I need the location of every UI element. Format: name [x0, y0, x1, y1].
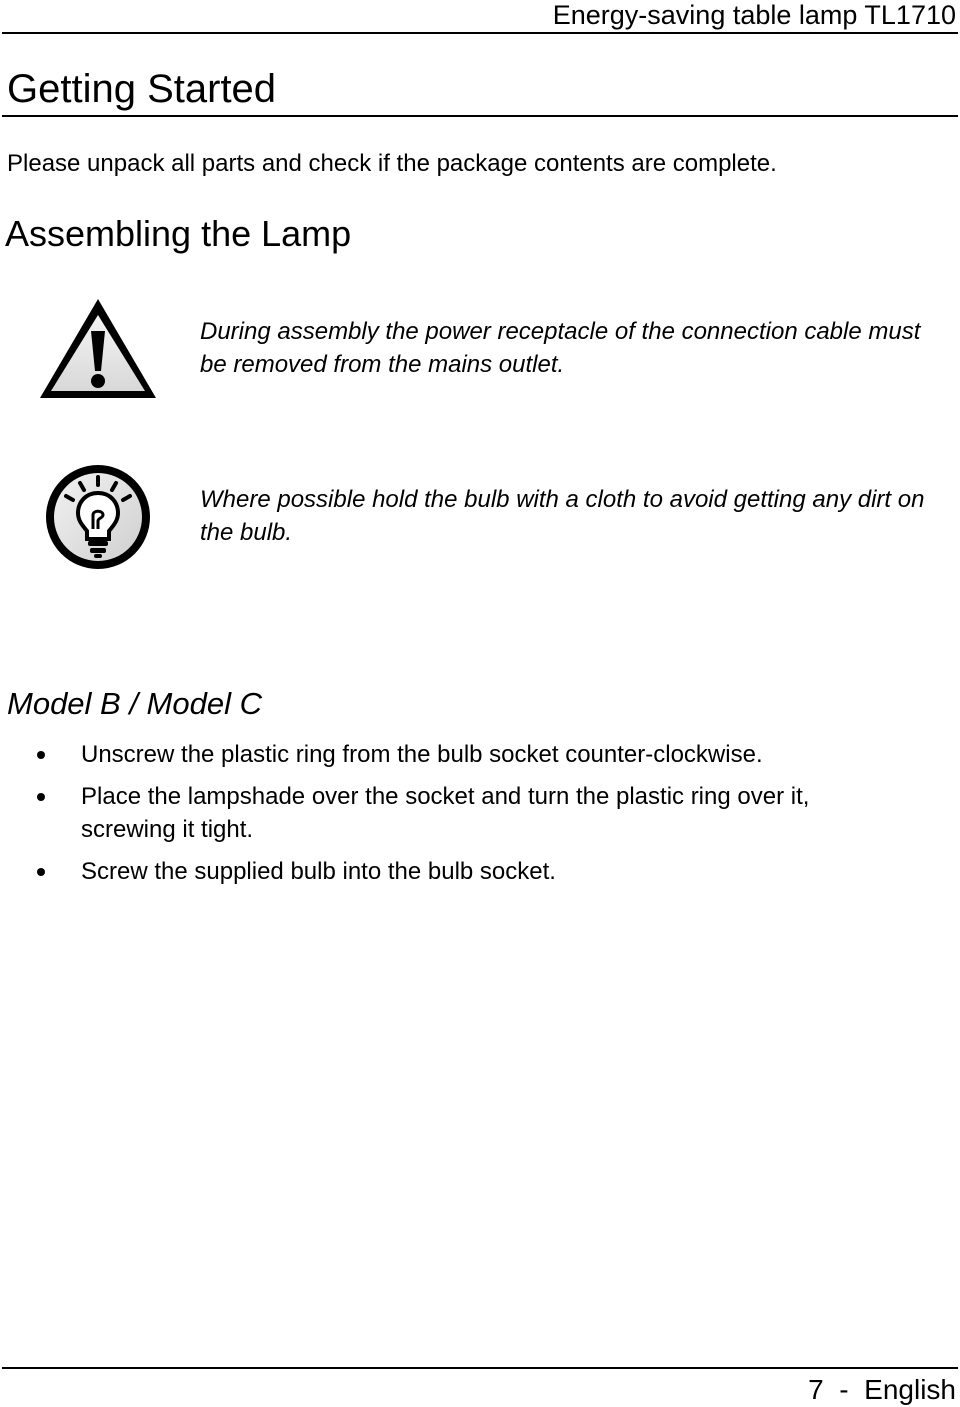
list-item [0, 855, 881, 888]
subsection-heading-model-bc: Model B / Model C [7, 686, 262, 721]
tip-note-text: Where possible hold the bulb with a cloth to avoid getting any dirt on the bulb. [200, 486, 925, 546]
bullet-icon [37, 868, 45, 876]
bullet-icon [37, 751, 45, 759]
bullet-icon [37, 793, 45, 801]
step-text: Place the lampshade over the socket and turn the plastic ring over it, screwing it tight. [81, 783, 810, 843]
list-item [0, 738, 881, 771]
step-text: Screw the supplied bulb into the bulb socket. [81, 858, 556, 885]
footer-rule [2, 1367, 958, 1369]
section-heading-assembling: Assembling the Lamp [5, 213, 352, 254]
lightbulb-icon [44, 463, 152, 571]
assembly-steps-list [0, 738, 960, 897]
list-item [0, 780, 881, 846]
step-text: Unscrew the plastic ring from the bulb socket counter-clockwise. [81, 741, 763, 768]
intro-paragraph: Please unpack all parts and check if the package contents are complete. [7, 150, 777, 177]
warning-icon [36, 295, 160, 403]
heading-rule [2, 115, 958, 117]
document-title: Energy-saving table lamp TL1710 [552, 0, 956, 30]
header-rule [2, 32, 958, 34]
warning-note-text: During assembly the power receptacle of the connection cable must be removed from the mains outlet. [200, 318, 921, 378]
section-heading-getting-started: Getting Started [7, 67, 277, 111]
page-number: 7 - English [808, 1374, 956, 1405]
